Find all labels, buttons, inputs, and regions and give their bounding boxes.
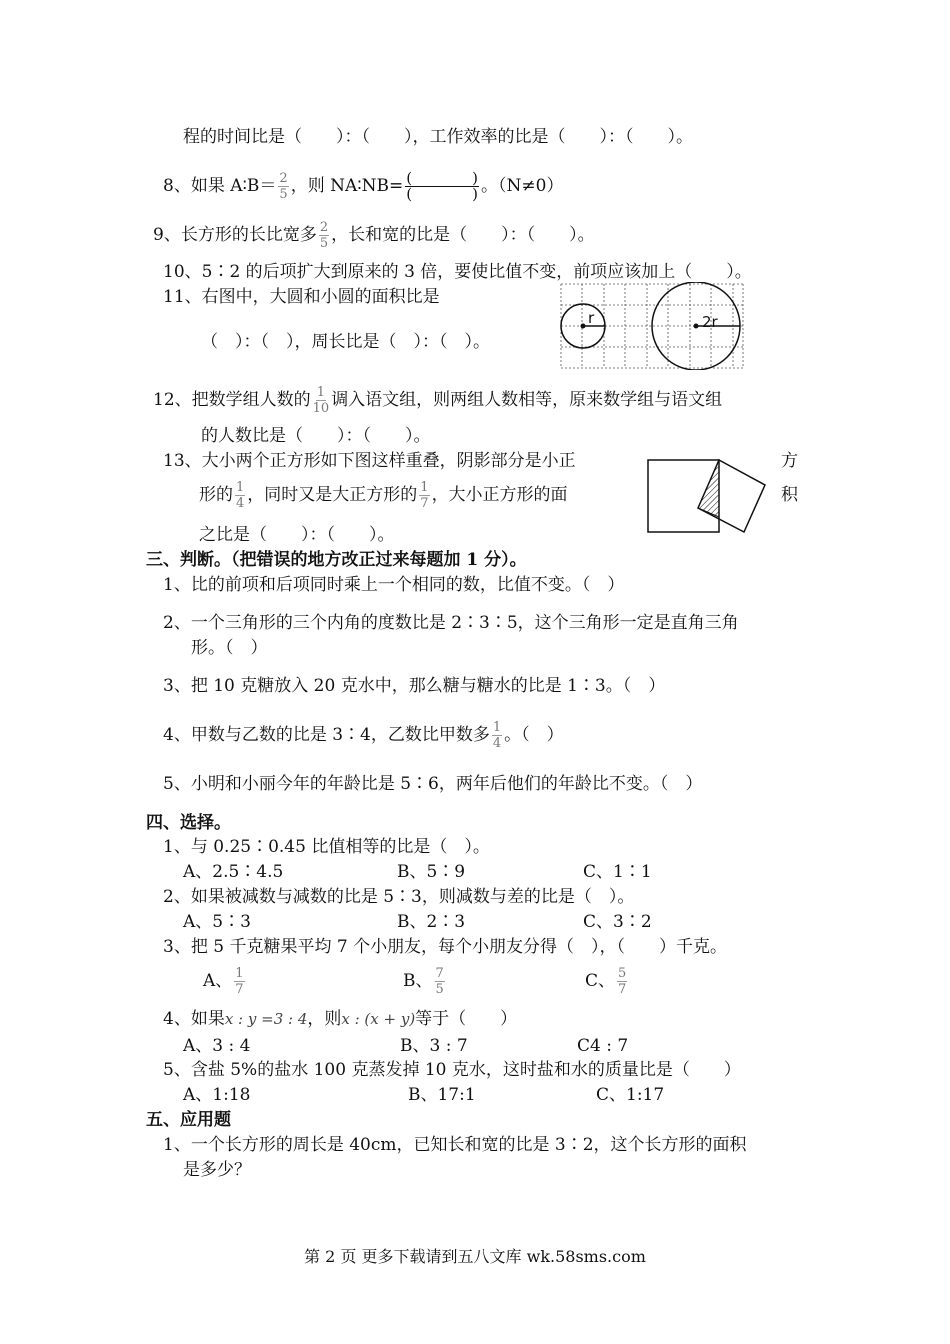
q13-side2: 积 bbox=[781, 485, 798, 505]
section3-title: 三、判断。（把错误的地方改正过来每题加 1 分）。 bbox=[146, 550, 527, 570]
q13-line2: 形的 $\frac{1}{4}$ ，同时又是大正方形的 $\frac{1}{7}$ ，大小正方形的面 bbox=[199, 480, 568, 511]
section4-title: 四、选择。 bbox=[146, 813, 231, 833]
choice-q3-b: B、 $\frac{7}{5}$ bbox=[403, 966, 444, 997]
choice-q1-a: A、2.5∶4.5 bbox=[183, 862, 284, 882]
q7-continuation: 程的时间比是（ ）：（ ），工作效率的比是（ ）：（ ）。 bbox=[183, 127, 693, 147]
application-q1-line1: 1、一个长方形的周长是 40cm，已知长和宽的比是 3∶2，这个长方形的面积 bbox=[163, 1135, 747, 1155]
overlapping-squares-figure bbox=[645, 455, 770, 535]
choice-q3-a: A、 $\frac{1}{7}$ bbox=[203, 966, 244, 997]
q11-line2: （ ）：（ ），周长比是（ ）：（ ）。 bbox=[201, 332, 490, 352]
q10: 10、5∶2 的后项扩大到原来的 3 倍，要使比值不变，前项应该加上（ ）。 bbox=[163, 262, 752, 282]
judge-item-4: 4、甲数与乙数的比是 3∶4，乙数比甲数多 $\frac{1}{4}$ 。（ ） bbox=[163, 720, 564, 751]
judge-item-2: 2、一个三角形的三个内角的度数比是 2∶3∶5，这个三角形一定是直角三角 bbox=[163, 613, 739, 633]
section5-title: 五、应用题 bbox=[146, 1110, 231, 1130]
application-q1-line2: 是多少？ bbox=[183, 1160, 251, 1180]
q8: 8、如果 A∶B＝ $\frac{2}{5}$ ，则 NA∶NB= $\frac{( )}{( )}$ 。（N≠0） bbox=[163, 169, 564, 203]
choice-q1: 1、与 0.25∶0.45 比值相等的比是（ ）。 bbox=[163, 837, 490, 857]
choice-q1-b: B、5∶9 bbox=[397, 862, 466, 882]
q11-line1: 11、右图中，大圆和小圆的面积比是 bbox=[163, 287, 440, 307]
q13-line3: 之比是（ ）：（ ）。 bbox=[199, 525, 395, 545]
judge-item-1: 1、比的前项和后项同时乘上一个相同的数，比值不变。（ ） bbox=[163, 575, 625, 595]
choice-q5: 5、含盐 5%的盐水 100 克蒸发掉 10 克水，这时盐和水的质量比是（ ） bbox=[163, 1060, 741, 1080]
choice-q5-b: B、17:1 bbox=[408, 1085, 476, 1105]
q13-line1: 13、大小两个正方形如下图这样重叠，阴影部分是小正 bbox=[163, 451, 576, 471]
q12-line2: 的人数比是（ ）：（ ）。 bbox=[201, 426, 431, 446]
choice-q2-a: A、5∶3 bbox=[183, 912, 251, 932]
choice-q3: 3、把 5 千克糖果平均 7 个小朋友，每个小朋友分得（ ），（ ）千克。 bbox=[163, 937, 728, 957]
page-footer: 第 2 页 更多下载请到五八文库 wk.58sms.com bbox=[304, 1247, 646, 1266]
circles-grid-figure bbox=[559, 282, 745, 370]
big-radius-label: 2r bbox=[702, 313, 718, 331]
q13-side1: 方 bbox=[781, 451, 798, 471]
choice-q4-a: A、3 : 4 bbox=[183, 1036, 251, 1056]
choice-q2-b: B、2∶3 bbox=[397, 912, 466, 932]
judge-item-2-cont: 形。（ ） bbox=[191, 638, 268, 658]
choice-q2-c: C、3∶2 bbox=[583, 912, 652, 932]
choice-q4-c: C4 : 7 bbox=[577, 1036, 629, 1056]
q12-line1: 12、把数学组人数的 $\frac{1}{10}$ 调入语文组，则两组人数相等，原来数学组与语文组 bbox=[153, 385, 723, 416]
choice-q2: 2、如果被减数与减数的比是 5∶3，则减数与差的比是（ ）。 bbox=[163, 887, 635, 907]
choice-q5-c: C、1:17 bbox=[596, 1085, 665, 1105]
choice-q4: 4、如果x : y =3 : 4，则x : (x + y)等于（ ） bbox=[163, 1009, 518, 1029]
q9: 9、长方形的长比宽多 $\frac{2}{5}$ ，长和宽的比是（ ）：（ ）。 bbox=[153, 220, 595, 251]
choice-q5-a: A、1:18 bbox=[183, 1085, 251, 1105]
choice-q4-b: B、3 : 7 bbox=[400, 1036, 468, 1056]
judge-item-3: 3、把 10 克糖放入 20 克水中，那么糖与糖水的比是 1∶3。（ ） bbox=[163, 676, 666, 696]
judge-item-5: 5、小明和小丽今年的年龄比是 5∶6，两年后他们的年龄比不变。（ ） bbox=[163, 774, 703, 794]
choice-q1-c: C、1∶1 bbox=[583, 862, 652, 882]
choice-q3-c: C、 $\frac{5}{7}$ bbox=[585, 966, 627, 997]
small-radius-label: r bbox=[588, 309, 595, 327]
